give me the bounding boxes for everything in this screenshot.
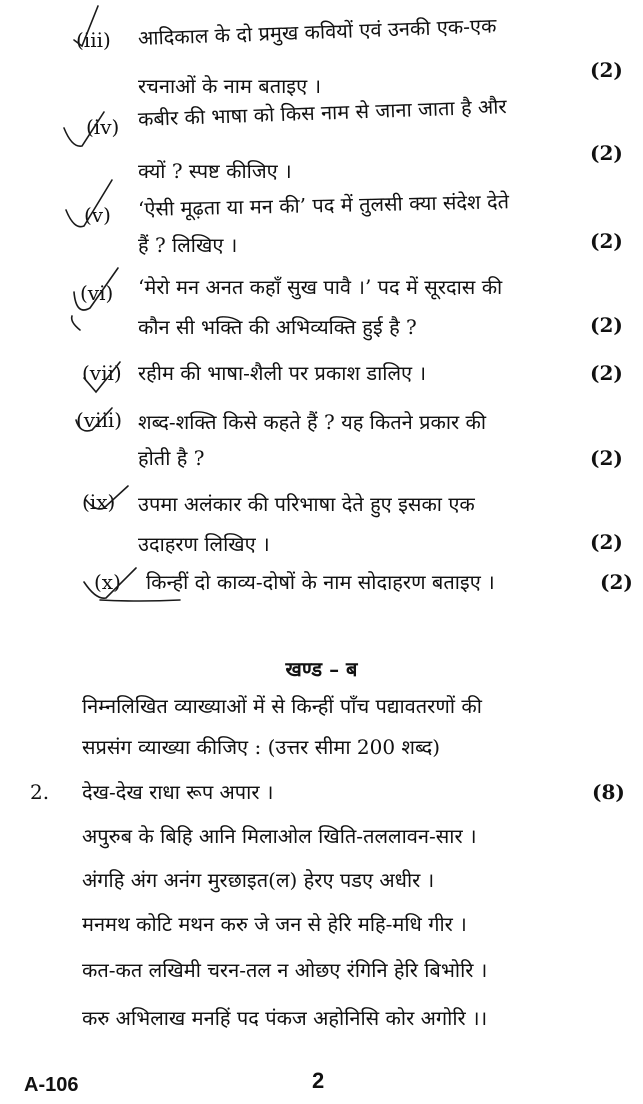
question-number: (iii) <box>76 28 111 52</box>
question-marks: (2) <box>590 58 623 82</box>
question-line: उदाहरण लिखिए । <box>138 532 270 556</box>
question-number: (vi) <box>80 281 114 305</box>
question-marks: (2) <box>590 229 623 253</box>
verse-line: मनमथ कोटि मथन करु जे जन से हेरि महि-मधि गीर । <box>82 912 467 936</box>
question-number: 2. <box>30 780 50 804</box>
question-number: (iv) <box>86 115 120 139</box>
question-line: आदिकाल के दो प्रमुख कवियों एवं उनकी एक-एक <box>137 13 497 50</box>
question-marks: (2) <box>600 570 633 594</box>
question-line: शब्द-शक्ति किसे कहते हैं ? यह कितने प्रकार की <box>138 410 487 434</box>
question-marks: (2) <box>590 141 623 165</box>
question-number: (ix) <box>82 490 116 514</box>
verse-line: अंगहि अंग अनंग मुरछाइत(ल) हेरए पडए अधीर । <box>82 868 435 892</box>
question-line: रहीम की भाषा-शैली पर प्रकाश डालिए । <box>138 361 427 385</box>
question-marks: (2) <box>590 313 623 337</box>
question-line: ‘ऐसी मूढ़ता या मन की’ पद में तुलसी क्या संदेश देते <box>137 189 510 221</box>
verse-line: कत-कत लखिमी चरन-तल न ओछए रंगिनि हेरि बिभोरि । <box>82 958 488 982</box>
page-number: 2 <box>312 1068 325 1093</box>
question-number: (x) <box>94 570 121 594</box>
section-title: खण्ड – ब <box>285 657 358 681</box>
question-line: किन्हीं दो काव्य-दोषों के नाम सोदाहरण बताइए । <box>146 570 495 594</box>
question-line: उपमा अलंकार की परिभाषा देते हुए इसका एक <box>138 492 475 516</box>
question-line: होती है ? <box>138 446 205 470</box>
verse-line: अपुरुब के बिहि आनि मिलाओल खिति-तललावन-सार । <box>82 824 477 848</box>
question-number: (v) <box>84 203 111 227</box>
question-marks: (2) <box>590 446 623 470</box>
question-line: क्यों ? स्पष्ट कीजिए । <box>138 159 292 183</box>
question-line: हैं ? लिखिए । <box>138 233 238 257</box>
section-instruction-line: निम्नलिखित व्याख्याओं में से किन्हीं पाँच पद्यावतरणों की <box>82 694 482 718</box>
question-marks: (8) <box>592 780 625 804</box>
verse-line: देख-देख राधा रूप अपार । <box>82 780 274 804</box>
question-number: (vii) <box>82 361 122 385</box>
paper-code: A-106 <box>24 1074 79 1096</box>
question-number: (viii) <box>76 408 123 432</box>
question-line: कौन सी भक्ति की अभिव्यक्ति हुई है ? <box>138 315 417 339</box>
question-marks: (2) <box>590 530 623 554</box>
question-line: कबीर की भाषा को किस नाम से जाना जाता है और <box>137 94 507 131</box>
section-instruction-line: सप्रसंग व्याख्या कीजिए : (उत्तर सीमा 200 शब्द) <box>82 735 441 759</box>
question-line: ‘मेरो मन अनत कहाँ सुख पावै ।’ पद में सूरदास की <box>138 275 503 299</box>
question-line: रचनाओं के नाम बताइए । <box>138 74 322 98</box>
verse-line: करु अभिलाख मनहिं पद पंकज अहोनिसि कोर अगोरि ।। <box>82 1006 488 1030</box>
question-marks: (2) <box>590 361 623 385</box>
